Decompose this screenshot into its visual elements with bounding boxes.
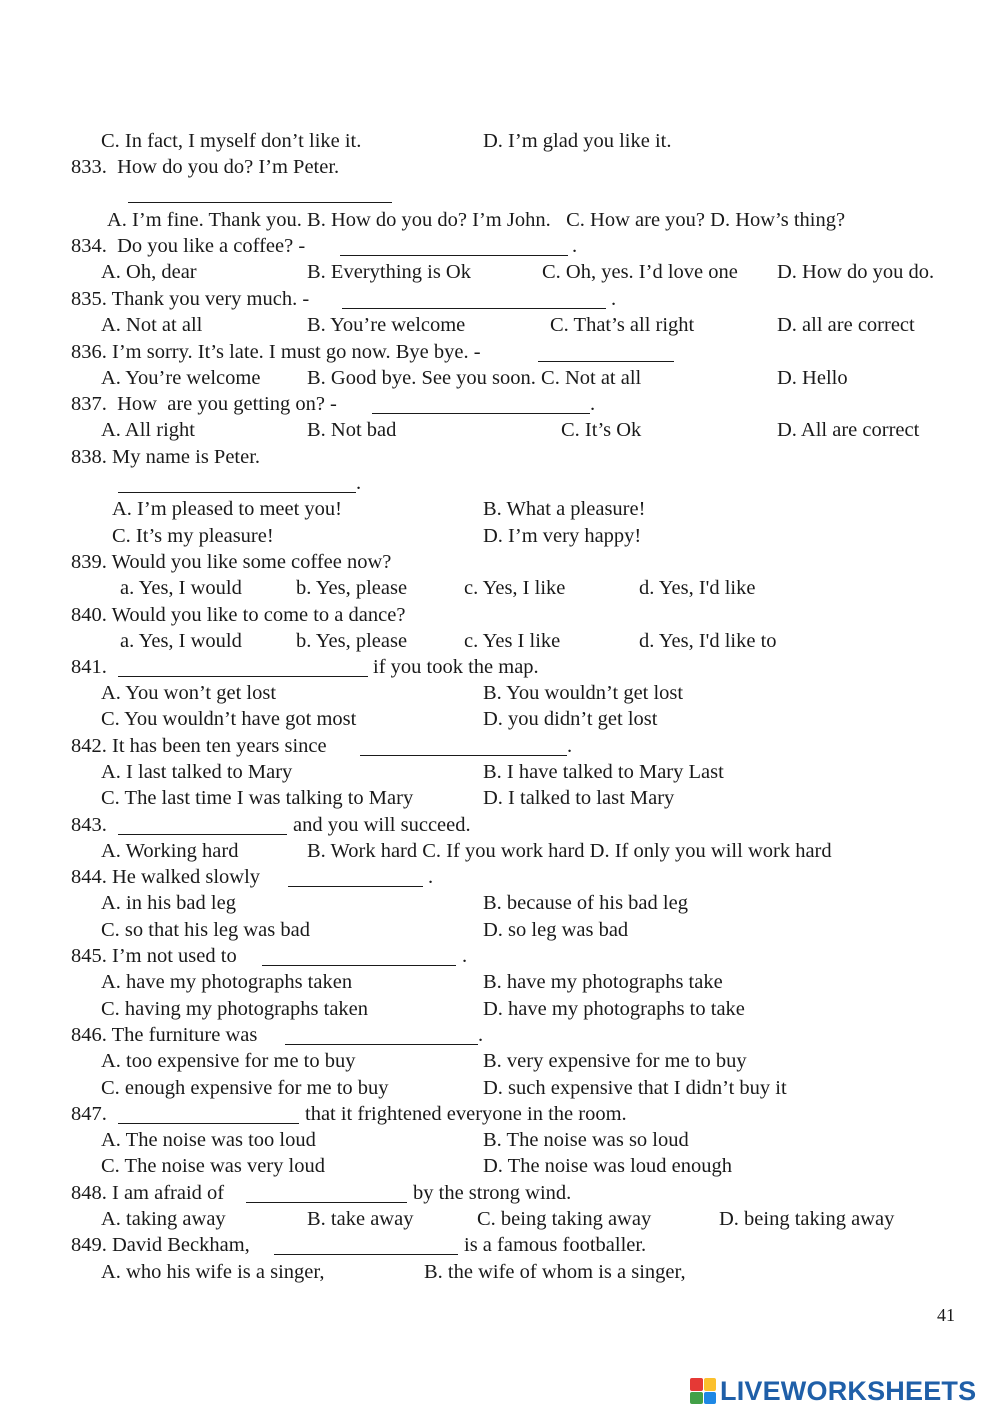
answer-blank[interactable] [288, 886, 423, 887]
option-d: D. I talked to last Mary [483, 787, 675, 809]
option-c: c. Yes I like [464, 630, 561, 652]
option-a: A. Oh, dear [101, 261, 197, 283]
option-a: A. Working hard [101, 840, 239, 862]
question-840: 840. Would you like to come to a dance? [71, 604, 406, 626]
option-b: B. take away [307, 1208, 414, 1230]
question-841-number: 841. [71, 656, 107, 678]
answer-blank[interactable] [342, 308, 606, 309]
logo-square-blue [704, 1392, 717, 1405]
option-a: A. who his wife is a singer, [101, 1261, 325, 1283]
option-d: D. Hello [777, 367, 848, 389]
option-b: B. The noise was so loud [483, 1129, 689, 1151]
option-a: A. taking away [101, 1208, 226, 1230]
logo-square-green [690, 1392, 703, 1405]
logo-square-yellow [704, 1378, 717, 1391]
option-b: B. Everything is Ok [307, 261, 471, 283]
page-number: 41 [937, 1305, 955, 1325]
option-d: D. have my photographs to take [483, 998, 745, 1020]
question-842: 842. It has been ten years since [71, 735, 327, 757]
punctuation: . [356, 472, 362, 494]
option-b: B. You’re welcome [307, 314, 466, 336]
punctuation: . [590, 393, 596, 415]
options-833: A. I’m fine. Thank you. B. How do you do? I’m John. C. How are you? D. How’s thing? [107, 209, 846, 231]
answer-blank[interactable] [274, 1254, 458, 1255]
option-a: A. in his bad leg [101, 892, 236, 914]
option-d: D. all are correct [777, 314, 915, 336]
option-a: A. You’re welcome [101, 367, 261, 389]
option-b: B. What a pleasure! [483, 498, 646, 520]
option-a: a. Yes, I would [120, 630, 242, 652]
option-c: C. so that his leg was bad [101, 919, 310, 941]
question-848-text: by the strong wind. [413, 1182, 572, 1204]
options-b-c: B. Good bye. See you soon. C. Not at all [307, 367, 642, 389]
question-847-number: 847. [71, 1103, 107, 1125]
option-d: D. being taking away [719, 1208, 895, 1230]
option-d: D. How do you do. [777, 261, 935, 283]
logo-text: LIVEWORKSHEETS [720, 1375, 977, 1406]
option-b: b. Yes, please [296, 630, 408, 652]
option-c: C. It’s Ok [561, 419, 642, 441]
question-844: 844. He walked slowly [71, 866, 261, 888]
punctuation: . [462, 945, 468, 967]
option-b: b. Yes, please [296, 577, 408, 599]
option-a: A. All right [101, 419, 195, 441]
option-a: A. I last talked to Mary [101, 761, 293, 783]
option-c: C. being taking away [477, 1208, 652, 1230]
punctuation: . [567, 735, 573, 757]
option-c: C. having my photographs taken [101, 998, 369, 1020]
question-841-text: if you took the map. [373, 656, 539, 678]
question-833: 833. How do you do? I’m Peter. [71, 156, 340, 178]
option-b: B. have my photographs take [483, 971, 723, 993]
option-b: B. the wife of whom is a singer, [424, 1261, 686, 1283]
option-c: C. The last time I was talking to Mary [101, 787, 414, 809]
option-b: B. Not bad [307, 419, 397, 441]
question-847-text: that it frightened everyone in the room. [305, 1103, 627, 1125]
option-c: C. Oh, yes. I’d love one [542, 261, 738, 283]
option-c: C. It’s my pleasure! [112, 525, 274, 547]
question-845: 845. I’m not used to [71, 945, 237, 967]
answer-blank[interactable] [360, 755, 567, 756]
question-835: 835. Thank you very much. - [71, 288, 310, 310]
answer-blank[interactable] [262, 965, 456, 966]
question-843-text: and you will succeed. [293, 814, 471, 836]
answer-blank[interactable] [246, 1202, 407, 1203]
answer-blank[interactable] [372, 413, 590, 414]
option-c: C. That’s all right [550, 314, 695, 336]
option-d: d. Yes, I'd like [639, 577, 756, 599]
option-a: A. Not at all [101, 314, 203, 336]
answer-blank[interactable] [340, 255, 568, 256]
logo-square-red [690, 1378, 703, 1391]
punctuation: . [428, 866, 434, 888]
option-d: D. The noise was loud enough [483, 1155, 733, 1177]
option-c: c. Yes, I like [464, 577, 566, 599]
option-a: A. The noise was too loud [101, 1129, 316, 1151]
option-a: A. have my photographs taken [101, 971, 353, 993]
option-a: A. I’m pleased to meet you! [112, 498, 342, 520]
option-b: B. I have talked to Mary Last [483, 761, 724, 783]
question-846: 846. The furniture was [71, 1024, 258, 1046]
question-848: 848. I am afraid of [71, 1182, 225, 1204]
option-a: a. Yes, I would [120, 577, 242, 599]
option-a: A. too expensive for me to buy [101, 1050, 356, 1072]
logo-mark-icon [690, 1378, 716, 1404]
option-c: C. The noise was very loud [101, 1155, 325, 1177]
answer-blank[interactable] [285, 1044, 478, 1045]
question-843-number: 843. [71, 814, 107, 836]
option-c: C. enough expensive for me to buy [101, 1077, 389, 1099]
option-c: C. In fact, I myself don’t like it. [101, 130, 362, 152]
answer-blank[interactable] [538, 361, 674, 362]
option-d: d. Yes, I'd like to [639, 630, 777, 652]
punctuation: . [611, 288, 617, 310]
question-837: 837. How are you getting on? - [71, 393, 337, 415]
question-836: 836. I’m sorry. It’s late. I must go now. Bye bye. - [71, 341, 481, 363]
option-d: D. you didn’t get lost [483, 708, 658, 730]
option-d: D. such expensive that I didn’t buy it [483, 1077, 787, 1099]
option-d: D. All are correct [777, 419, 920, 441]
option-b: B. because of his bad leg [483, 892, 688, 914]
answer-blank[interactable] [118, 676, 368, 677]
option-b: B. You wouldn’t get lost [483, 682, 684, 704]
question-849-text: is a famous footballer. [464, 1234, 647, 1256]
option-a: A. You won’t get lost [101, 682, 277, 704]
punctuation: . [572, 235, 578, 257]
question-839: 839. Would you like some coffee now? [71, 551, 392, 573]
answer-blank[interactable] [118, 834, 287, 835]
option-c: C. You wouldn’t have got most [101, 708, 357, 730]
question-849: 849. David Beckham, [71, 1234, 250, 1256]
answer-blank[interactable] [118, 1123, 299, 1124]
options-b-c-d: B. Work hard C. If you work hard D. If only you will work hard [307, 840, 832, 862]
question-838: 838. My name is Peter. [71, 446, 261, 468]
option-d: D. I’m very happy! [483, 525, 642, 547]
answer-blank[interactable] [128, 202, 392, 203]
option-d: D. I’m glad you like it. [483, 130, 672, 152]
punctuation: . [478, 1024, 484, 1046]
answer-blank[interactable] [118, 492, 356, 493]
question-834: 834. Do you like a coffee? - [71, 235, 306, 257]
option-b: B. very expensive for me to buy [483, 1050, 747, 1072]
option-d: D. so leg was bad [483, 919, 629, 941]
liveworksheets-logo [690, 1375, 976, 1407]
